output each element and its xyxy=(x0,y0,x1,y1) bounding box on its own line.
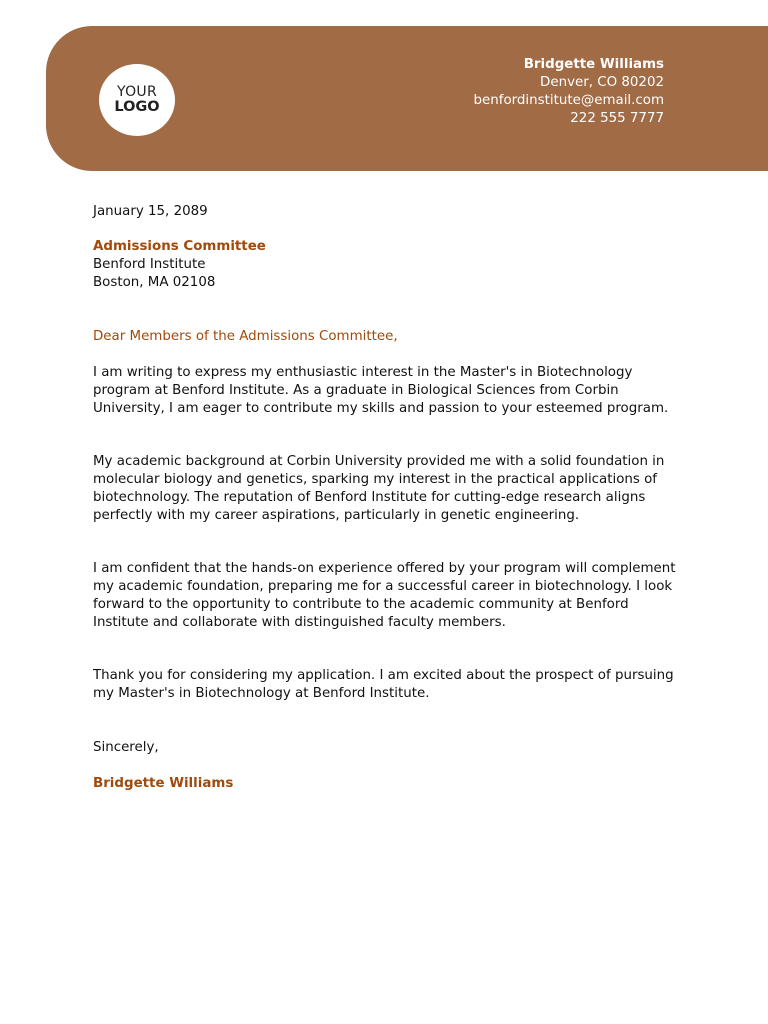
paragraph-3: I am confident that the hands-on experience offered by your program will complement my academic foundation, preparing me for a successful career in biotechnology. I look forward to the opportunity to contribute to the academic community at Benford Institute and collaborate with distinguished faculty members. xyxy=(93,561,676,630)
sender-name: Bridgette Williams xyxy=(523,57,664,72)
sender-city: Denver, CO 80202 xyxy=(540,75,664,90)
sender-phone: 222 555 7777 xyxy=(570,111,664,126)
signature: Bridgette Williams xyxy=(93,776,234,791)
logo-placeholder xyxy=(99,64,175,136)
recipient-address: Boston, MA 02108 xyxy=(93,275,216,290)
paragraph-2: My academic background at Corbin University provided me with a solid foundation in molecular biology and genetics, sparking my interest in the practical applications of biotechnology. The reputation of Benford Institute for cutting-edge research aligns perfectly with my career aspirations, particularly in genetic engineering. xyxy=(93,454,665,523)
recipient-org: Benford Institute xyxy=(93,257,206,272)
logo-text-line2: LOGO xyxy=(114,98,160,115)
sender-contact-block xyxy=(474,56,664,128)
recipient-block xyxy=(93,238,683,292)
sender-email: benfordinstitute@email.com xyxy=(473,93,664,108)
paragraph-4: Thank you for considering my application. I am excited about the prospect of pursuing my Master's in Biotechnology at Benford Institute. xyxy=(93,668,674,701)
salutation: Dear Members of the Admissions Committee, xyxy=(93,329,398,344)
logo-text-line1: YOUR xyxy=(117,84,157,101)
paragraph-1: I am writing to express my enthusiastic interest in the Master's in Biotechnology program at Benford Institute. As a graduate in Biological Sciences from Corbin University, I am eager to contribute my skills and passion to your esteemed program. xyxy=(93,365,669,416)
letter-date: January 15, 2089 xyxy=(93,204,208,219)
closing: Sincerely, xyxy=(93,740,159,755)
recipient-title: Admissions Committee xyxy=(93,239,266,254)
